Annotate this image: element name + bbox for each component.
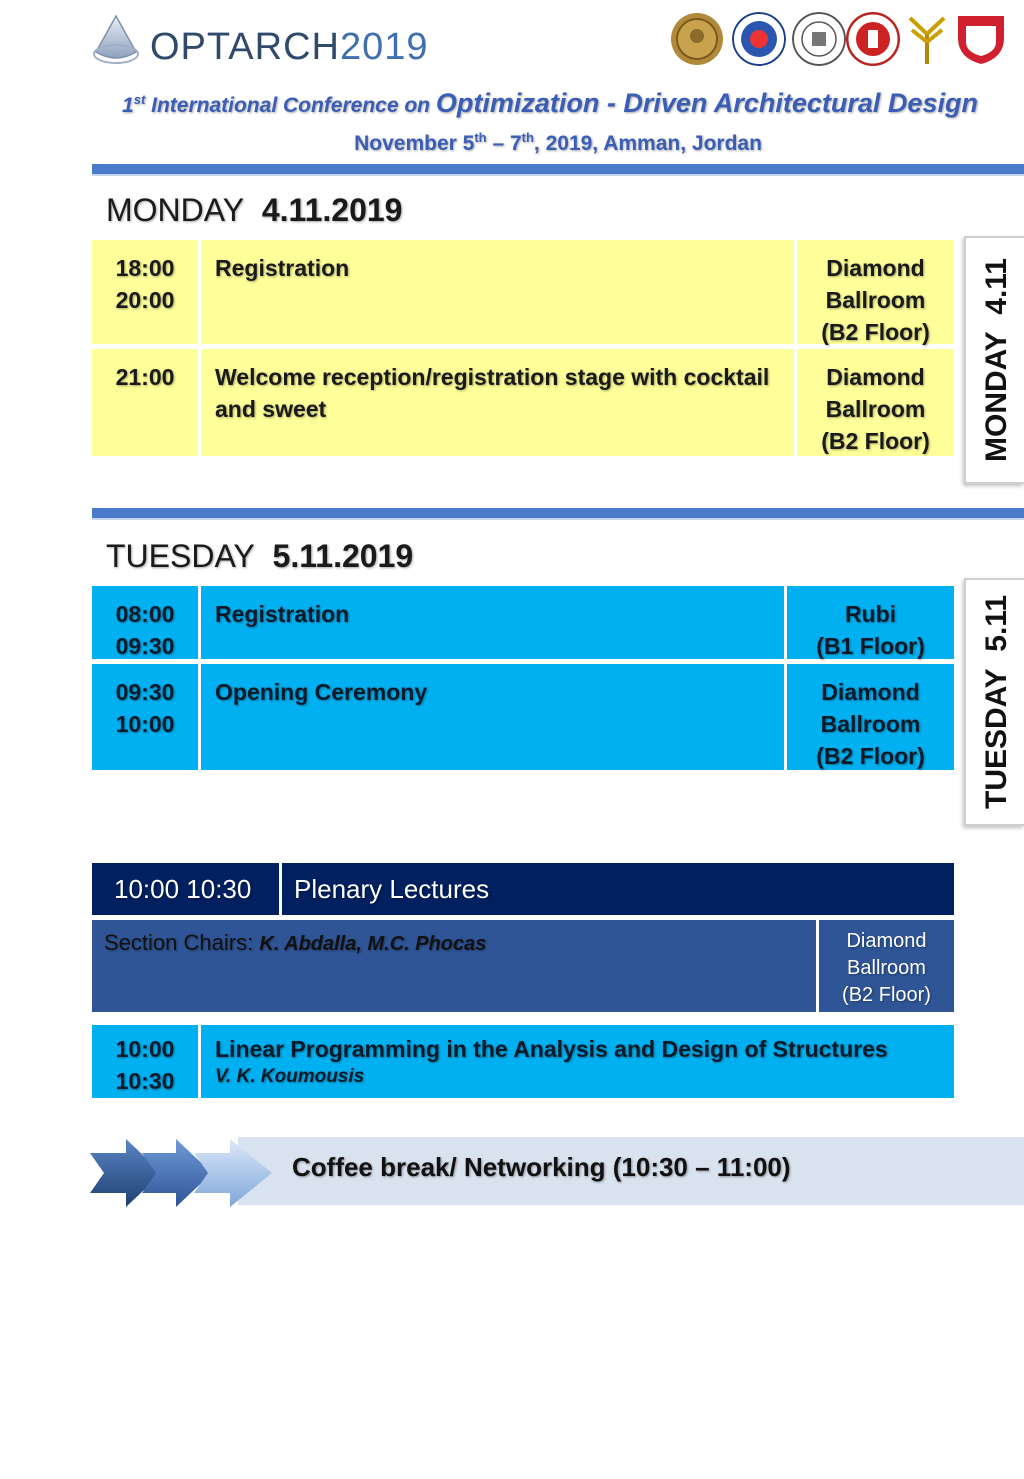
- university-seal-icon: [732, 12, 786, 66]
- university-shield-icon: [954, 12, 1008, 66]
- table-row: [92, 1025, 954, 1098]
- session-room: Diamond Ballroom (B2 Floor): [816, 920, 954, 1012]
- university-seal-icon: [792, 12, 846, 66]
- table-row: [92, 586, 954, 659]
- tab-monday: MONDAY 4.11: [964, 236, 1024, 484]
- plenary-header: [92, 863, 954, 915]
- university-seal-icon: [670, 12, 724, 66]
- session-time: 10:00 10:30: [115, 1036, 175, 1094]
- table-row: [92, 349, 954, 456]
- section-chairs: Section Chairs: K. Abdalla, M.C. Phocas: [104, 930, 487, 955]
- session-title: Registration: [198, 240, 794, 344]
- monday-heading: MONDAY 4.11.2019: [106, 192, 403, 228]
- plenary-time: 10:00 10:30: [92, 863, 282, 915]
- optarch-logo-icon: [92, 14, 140, 66]
- session-time: 08:00 09:30: [115, 601, 175, 659]
- section-chairs-row: [92, 920, 954, 1012]
- session-room: Rubi (B1 Floor): [784, 586, 954, 659]
- arrows-icon: [90, 1137, 276, 1209]
- divider: [92, 164, 1024, 176]
- lecture-speaker: V. K. Koumousis: [215, 1066, 365, 1087]
- session-title: Welcome reception/registration stage with cocktail and sweet: [198, 349, 794, 456]
- session-room: Diamond Ballroom (B2 Floor): [794, 349, 954, 456]
- session-time: 18:00 20:00: [115, 255, 175, 313]
- session-title: Registration: [198, 586, 784, 659]
- table-row: [92, 240, 954, 344]
- lecture-info: [198, 1025, 954, 1098]
- tuesday-heading: TUESDAY 5.11.2019: [106, 538, 414, 574]
- tab-tuesday: TUESDAY 5.11: [964, 578, 1024, 826]
- conference-title: 1st International Conference on Optimization - Driven Architectural Design: [122, 88, 978, 118]
- session-room: Diamond Ballroom (B2 Floor): [784, 664, 954, 770]
- conference-date: November 5th – 7th, 2019, Amman, Jordan: [354, 130, 762, 155]
- session-room: Diamond Ballroom (B2 Floor): [794, 240, 954, 344]
- lecture-title: Linear Programming in the Analysis and Design of Structures: [215, 1036, 888, 1062]
- session-time: 09:30 10:00: [115, 679, 175, 737]
- university-seal-icon: [846, 12, 900, 66]
- session-time: 21:00: [115, 364, 175, 390]
- coffee-break-text: Coffee break/ Networking (10:30 – 11:00): [292, 1152, 791, 1182]
- session-title: Opening Ceremony: [198, 664, 784, 770]
- tree-logo-icon: [900, 12, 954, 66]
- divider: [92, 508, 1024, 520]
- plenary-label: Plenary Lectures: [294, 874, 490, 904]
- table-row: [92, 664, 954, 770]
- logo-wordmark: OPTARCH2019: [150, 26, 429, 68]
